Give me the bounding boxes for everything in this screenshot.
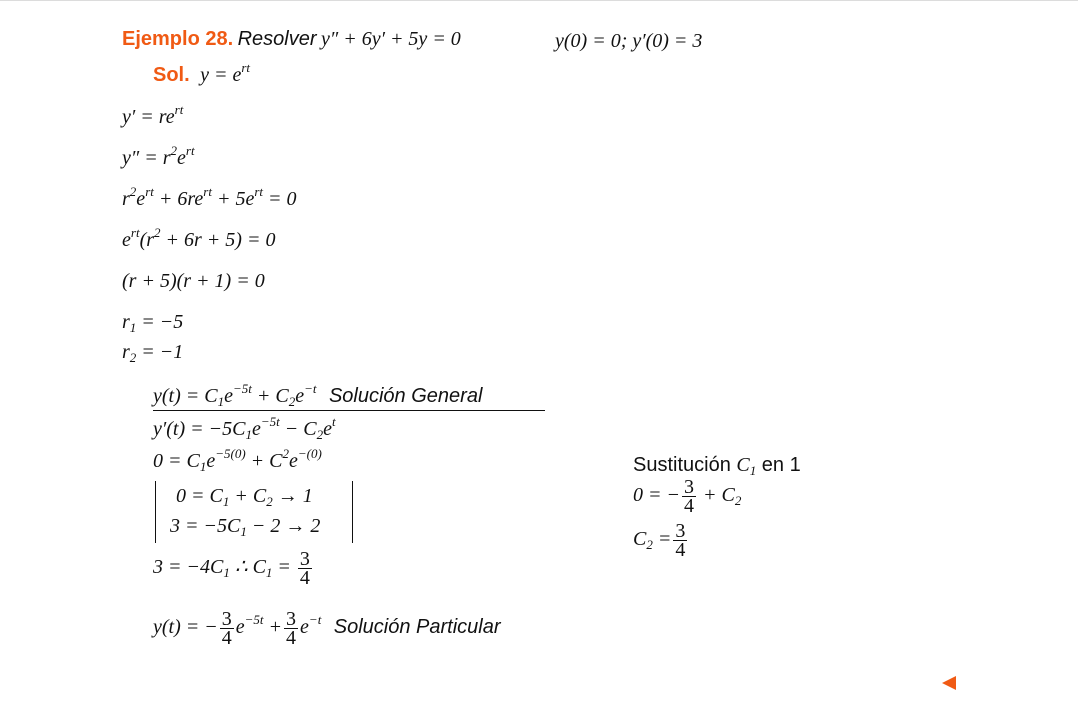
initial-conditions: y(0) = 0; y′(0) = 3 — [555, 30, 703, 52]
root-1: $r_1 = -5$ — [122, 311, 184, 335]
system-row-2: $3 = -5C_1 - 2 \to 2$ — [170, 515, 321, 539]
example-label: Ejemplo 28. — [122, 28, 234, 50]
general-derivative: $y'(t) = -5C_1e^{-5t} - C_2e^t$ — [153, 414, 336, 442]
system-row-1: $0 = C_1 + C_2 \to 1$ — [176, 485, 313, 509]
left-triangle-icon[interactable] — [942, 676, 956, 690]
general-solution-label: Solución General — [328, 385, 483, 407]
second-derivative: $y'' = r^2e^{rt}$ — [122, 143, 195, 169]
substituted-equation: $r^2e^{rt} + 6re^{rt} + 5e^{rt} = 0$ — [122, 184, 297, 210]
top-rule — [0, 0, 1078, 1]
solution-guess: $y = e^{rt}$ — [200, 60, 251, 86]
particular-solution: y(t) = − $\frac{3}{4}$ $e^{-5t}$ + $\frac{3}{4}$ $e^{-t}$ Solución Particular — [153, 608, 501, 649]
particular-solution-label: Solución Particular — [333, 616, 501, 639]
ode-equation: y″ + 6y′ + 5y = 0 — [320, 28, 461, 50]
root-2: $r_2 = -1$ — [122, 341, 184, 365]
equation-system — [155, 481, 353, 543]
first-derivative: $y' = re^{rt}$ — [122, 102, 184, 128]
evaluation-at-zero: $0 = C_1e^{-5(0)} + C^2e^{-(0)}$ — [153, 446, 322, 474]
general-solution: $y(t) = C_1e^{-5t} + C_2e^{-t}$ Solución General — [153, 381, 483, 409]
example-header — [122, 28, 461, 51]
general-solution-rule — [153, 410, 545, 411]
solution-guess-line — [153, 60, 251, 87]
c1-fraction: $\frac{3}{4}$ — [299, 548, 310, 589]
solution-label: Sol. — [153, 64, 190, 86]
factored-exponential: $e^{rt}(r^2 + 6r + 5) = 0$ — [122, 225, 276, 251]
prompt-word: Resolver — [237, 28, 317, 50]
c1-result: $3 = -4C_1$ ∴ $C_1$ = $\frac{3}{4}$ — [153, 548, 310, 589]
side-title: Sustitución $C_1$ en 1 — [633, 454, 801, 478]
side-equation-1: 0 = − $\frac{3}{4}$ + $C_2$ — [633, 476, 742, 517]
side-equation-2: $C_2$ = $\frac{3}{4}$ — [633, 520, 686, 561]
factored-polynomial: (r + 5)(r + 1) = 0 — [122, 270, 265, 292]
